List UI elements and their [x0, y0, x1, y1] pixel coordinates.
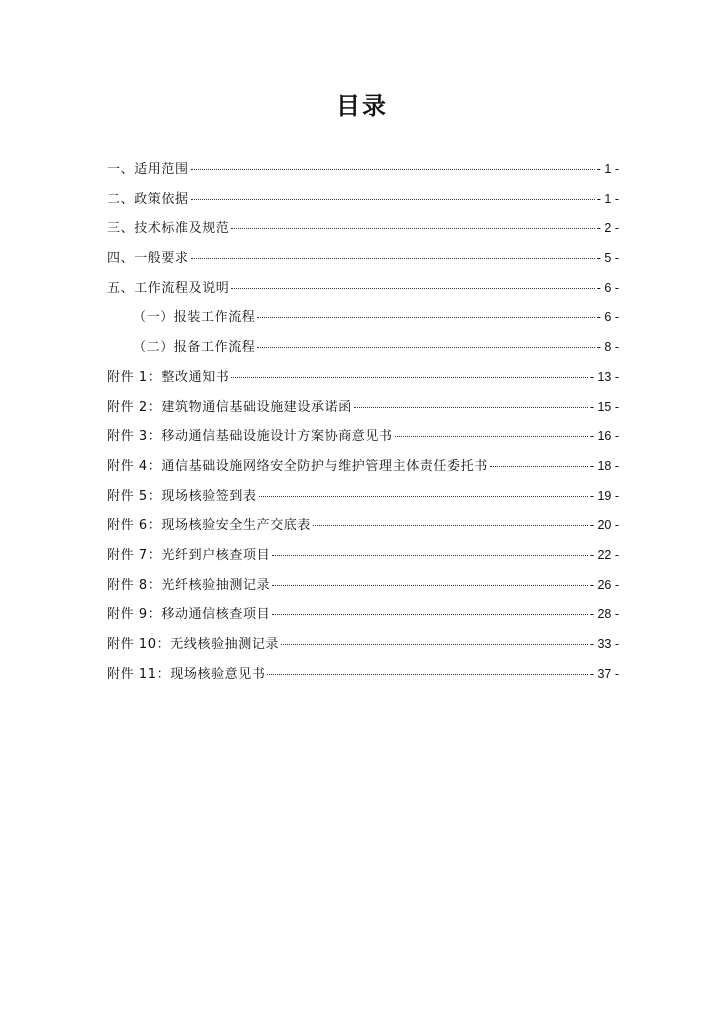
toc-leader-dots — [281, 644, 588, 645]
toc-entry[interactable] — [107, 600, 619, 630]
toc-leader-dots — [191, 169, 595, 170]
toc-leader-dots — [490, 466, 588, 467]
toc-entry-page-number: - 37 - — [589, 666, 619, 681]
toc-entry-page-number: - 1 - — [596, 191, 619, 206]
toc-entry[interactable] — [107, 214, 619, 244]
toc-entry[interactable] — [107, 452, 619, 482]
toc-leader-dots — [231, 377, 587, 378]
toc-entry-label: 一、适用范围 — [107, 162, 189, 177]
toc-entry[interactable] — [107, 363, 619, 393]
toc-entry-label: 附件 7：光纤到户核查项目 — [107, 547, 271, 563]
toc-entry-label: 附件 3：移动通信基础设施设计方案协商意见书 — [107, 429, 393, 445]
toc-entry-page-number: - 8 - — [596, 340, 619, 355]
toc-entry[interactable] — [107, 630, 619, 660]
toc-entry-label: （二）报备工作流程 — [133, 340, 256, 356]
toc-leader-dots — [272, 614, 588, 615]
toc-entry-label: （一）报装工作流程 — [133, 310, 256, 326]
toc-entry-page-number: - 2 - — [596, 221, 619, 236]
toc-entry-label: 附件 6：现场核验安全生产交底表 — [107, 518, 312, 534]
toc-entry[interactable] — [107, 511, 619, 541]
toc-entry-label: 四、一般要求 — [107, 251, 189, 267]
toc-leader-dots — [267, 674, 587, 675]
toc-entry-label: 附件 10：无线核验抽测记录 — [107, 637, 280, 652]
toc-leader-dots — [313, 525, 588, 526]
toc-entry-page-number: - 16 - — [589, 429, 619, 444]
toc-leader-dots — [354, 407, 588, 408]
toc-entry[interactable] — [107, 185, 619, 215]
toc-entry[interactable] — [107, 303, 619, 333]
toc-leader-dots — [231, 228, 594, 229]
toc-leader-dots — [259, 496, 588, 497]
toc-entry[interactable] — [107, 571, 619, 601]
toc-entry-page-number: - 22 - — [589, 547, 619, 562]
toc-entry-label: 附件 5：现场核验签到表 — [107, 488, 257, 504]
toc-entry-page-number: - 18 - — [589, 458, 619, 473]
toc-leader-dots — [191, 199, 595, 200]
toc-entry-page-number: - 20 - — [589, 518, 619, 533]
toc-entry-label: 附件 9：移动通信核查项目 — [107, 607, 271, 623]
toc-entry[interactable] — [107, 333, 619, 363]
toc-entry-page-number: - 28 - — [589, 607, 619, 622]
toc-title: 目录 — [336, 92, 388, 120]
toc-entry-label: 三、技术标准及规范 — [107, 221, 230, 237]
toc-entry-page-number: - 6 - — [596, 280, 619, 295]
toc-entry[interactable] — [107, 660, 619, 690]
toc-leader-dots — [395, 436, 588, 437]
toc-entry[interactable] — [107, 482, 619, 512]
toc-entry-page-number: - 19 - — [589, 488, 619, 503]
toc-entry[interactable] — [107, 274, 619, 304]
toc-entry-page-number: - 6 - — [596, 310, 619, 325]
toc-entry-page-number: - 26 - — [589, 577, 619, 592]
toc-entry-page-number: - 5 - — [596, 251, 619, 266]
toc-leader-dots — [257, 347, 594, 348]
toc-entry-label: 附件 11：现场核验意见书 — [107, 666, 266, 682]
toc-entry-label: 附件 2：建筑物通信基础设施建设承诺函 — [107, 399, 352, 415]
toc-entry-label: 附件 8：光纤核验抽测记录 — [107, 577, 271, 593]
toc-entry-page-number: - 15 - — [589, 399, 619, 414]
table-of-contents — [107, 155, 619, 689]
toc-leader-dots — [257, 317, 594, 318]
toc-leader-dots — [231, 288, 594, 289]
toc-entry-page-number: - 13 - — [589, 369, 619, 384]
toc-entry-label: 附件 4：通信基础设施网络安全防护与维护管理主体责任委托书 — [107, 458, 488, 474]
toc-entry[interactable] — [107, 393, 619, 423]
toc-leader-dots — [191, 258, 595, 259]
toc-entry-page-number: - 33 - — [589, 637, 619, 651]
toc-leader-dots — [272, 555, 588, 556]
toc-entry[interactable] — [107, 422, 619, 452]
toc-entry-label: 五、工作流程及说明 — [107, 280, 230, 296]
toc-entry[interactable] — [107, 541, 619, 571]
toc-leader-dots — [272, 585, 588, 586]
toc-entry[interactable] — [107, 155, 619, 185]
toc-entry-page-number: - 1 - — [596, 162, 619, 176]
toc-entry-label: 附件 1：整改通知书 — [107, 369, 230, 385]
toc-entry-label: 二、政策依据 — [107, 191, 189, 207]
toc-entry[interactable] — [107, 244, 619, 274]
